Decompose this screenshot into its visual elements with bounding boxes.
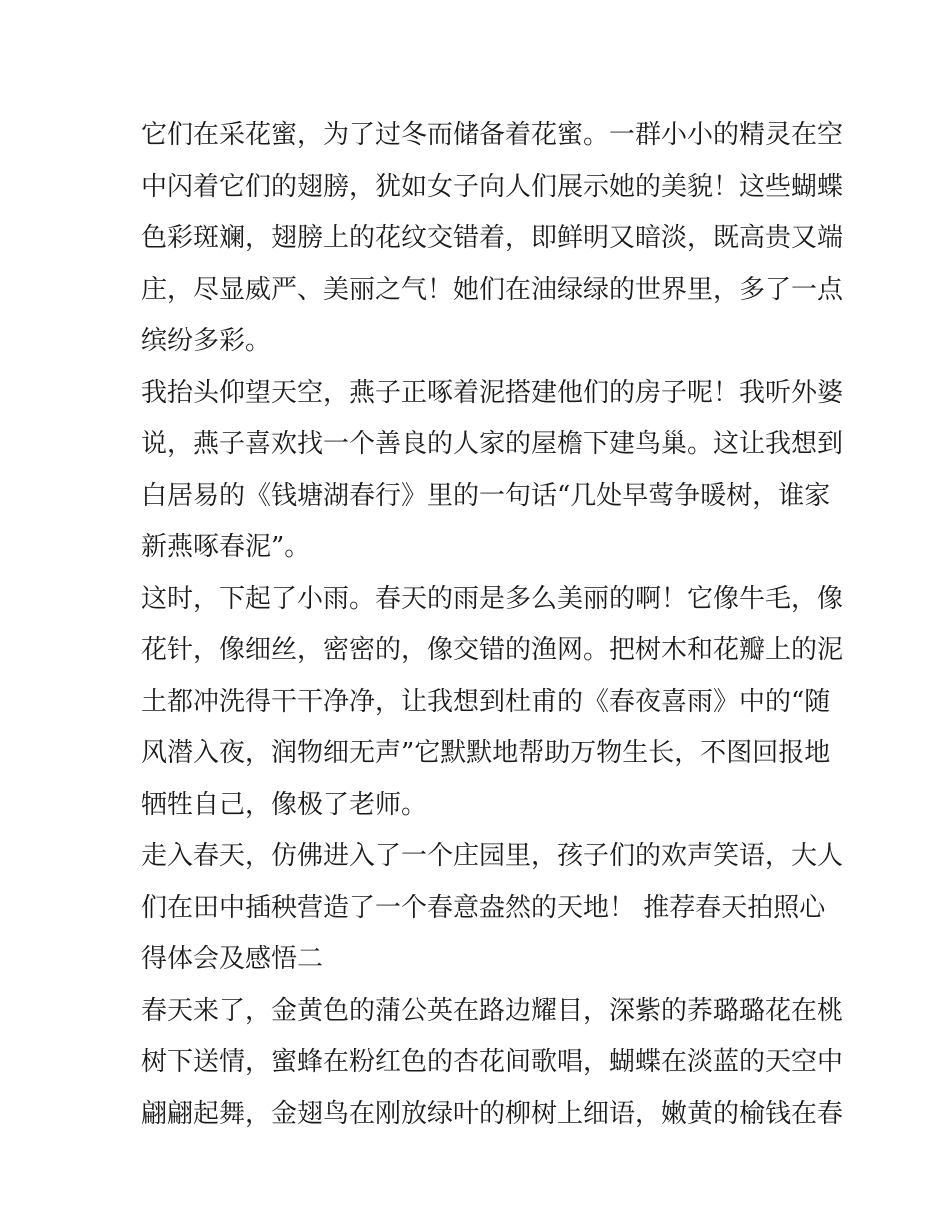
text-line: 新燕啄春泥”。 [141, 532, 311, 562]
text-line: 色彩斑斓，翅膀上的花纹交错着，即鲜明又暗淡，既高贵又端 [141, 223, 844, 253]
text-line: 牺牲自己，像极了老师。 [141, 789, 428, 820]
text-line: 树下送情，蜜蜂在粉红色的杏花间歌唱，蝴蝶在淡蓝的天空中 [141, 1047, 844, 1077]
text-line: 我抬头仰望天空，燕子正啄着泥搭建他们的房子呢！我听外婆 [141, 377, 844, 408]
essay-body [141, 110, 844, 1140]
text-line: 说，燕子喜欢找一个善良的人家的屋檐下建鸟巢。这让我想到 [141, 429, 844, 459]
text-line: 土都冲洗得干干净净，让我想到杜甫的《春夜喜雨》中的“随 [141, 686, 831, 717]
text-line: 们在田中插秧营造了一个春意盎然的天地！ 推荐春天拍照心 [141, 892, 826, 923]
text-line: 这时，下起了小雨。春天的雨是多么美丽的啊！它像牛毛，像 [141, 583, 844, 614]
text-line: 白居易的《钱塘湖春行》里的一句话“几处早莺争暖树，谁家 [141, 480, 831, 511]
text-line: 缤纷多彩。 [141, 326, 272, 356]
text-line: 得体会及感悟二 [141, 944, 324, 974]
text-line: 春天来了，金黄色的蒲公英在路边耀目，深紫的荞璐璐花在桃 [141, 995, 844, 1026]
text-line: 中闪着它们的翅膀，犹如女子向人们展示她的美貌！这些蝴蝶 [141, 171, 844, 202]
text-line: 风潜入夜，润物细无声”它默默地帮助万物生长，不图回报地 [141, 738, 831, 768]
text-line: 庄，尽显威严、美丽之气！她们在油绿绿的世界里，多了一点 [141, 274, 844, 305]
text-line: 花针，像细丝，密密的，像交错的渔网。把树木和花瓣上的泥 [141, 635, 844, 665]
text-line: 翩翩起舞，金翅鸟在刚放绿叶的柳树上细语，嫩黄的榆钱在春 [141, 1098, 844, 1129]
text-line: 它们在采花蜜，为了过冬而储备着花蜜。一群小小的精灵在空 [141, 120, 844, 150]
text-line: 走入春天，仿佛进入了一个庄园里，孩子们的欢声笑语，大人 [141, 841, 844, 871]
